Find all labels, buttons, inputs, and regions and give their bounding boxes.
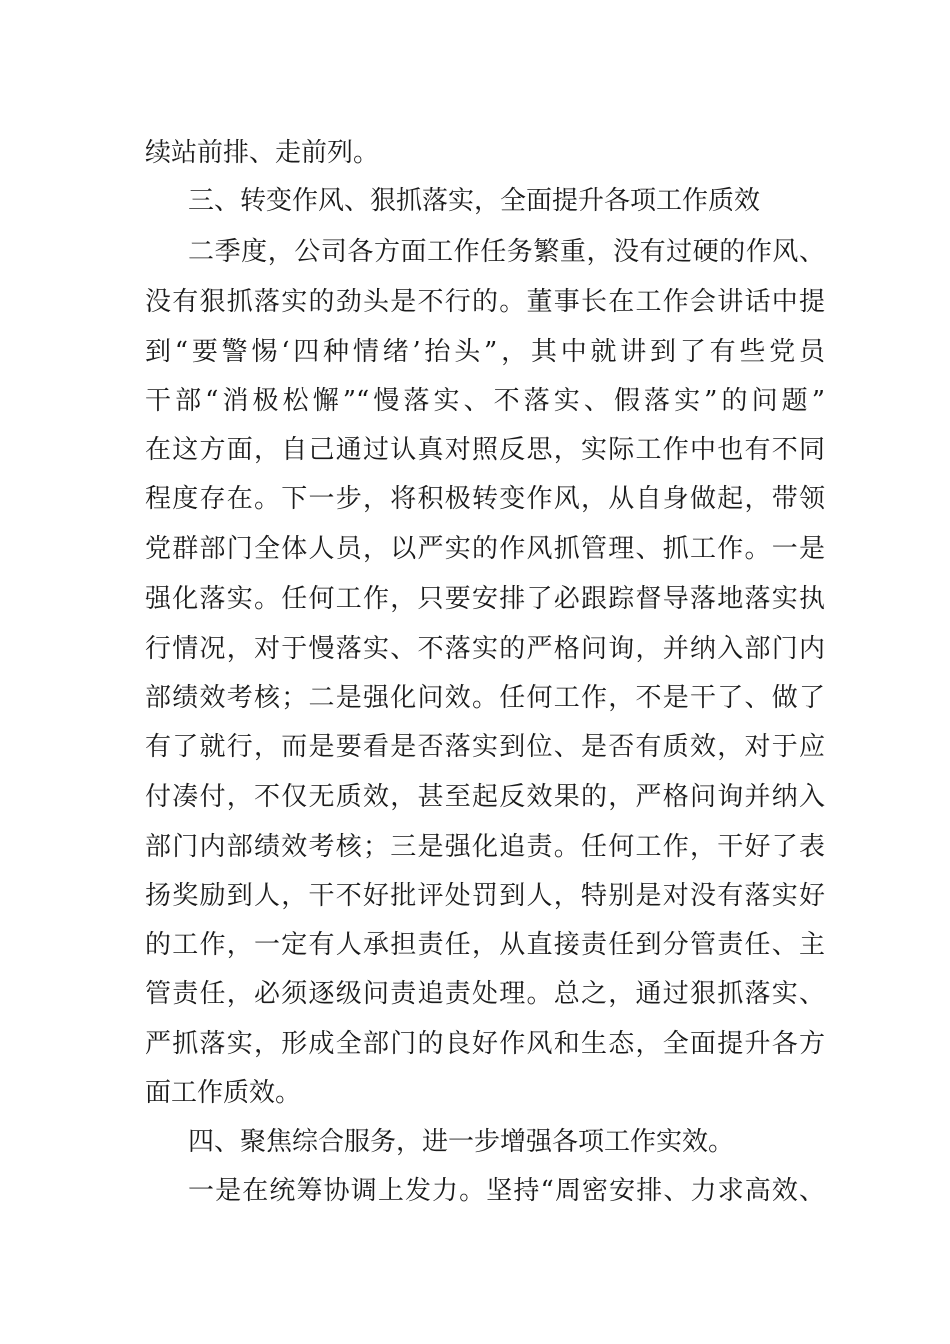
text-line: 有了就行，而是要看是否落实到位、是否有质效，对于应 [145, 732, 825, 762]
text-line: 没有狠抓落实的劲头是不行的。董事长在工作会讲话中提 [145, 287, 825, 317]
text-line: 管责任，必须逐级问责追责处理。总之，通过狠抓落实、 [145, 979, 825, 1009]
text-line: 到“要警惕‘四种情绪’抬头”，其中就讲到了有些党员 [145, 337, 825, 367]
text-line: 二季度，公司各方面工作任务繁重，没有过硬的作风、 [188, 237, 825, 267]
text-line: 面工作质效。 [145, 1078, 302, 1108]
section-heading-4: 四、聚焦综合服务，进一步增强各项工作实效。 [188, 1127, 735, 1157]
text-line: 在这方面，自己通过认真对照反思，实际工作中也有不同 [145, 435, 825, 465]
text-line: 部绩效考核；二是强化问效。任何工作，不是干了、做了 [145, 683, 825, 713]
text-line: 行情况，对于慢落实、不落实的严格问询，并纳入部门内 [145, 634, 825, 664]
text-line: 党群部门全体人员，以严实的作风抓管理、抓工作。一是 [145, 534, 825, 564]
text-line: 扬奖励到人，干不好批评处罚到人，特别是对没有落实好 [145, 881, 825, 911]
text-line: 一是在统筹协调上发力。坚持“周密安排、力求高效、 [188, 1176, 825, 1206]
text-line: 程度存在。下一步，将积极转变作风，从自身做起，带领 [145, 484, 825, 514]
text-line: 干部“消极松懈”“慢落实、不落实、假落实”的问题” [145, 386, 825, 416]
text-line: 强化落实。任何工作，只要安排了必跟踪督导落地落实执 [145, 584, 825, 614]
text-line: 续站前排、走前列。 [145, 138, 380, 168]
text-line: 的工作，一定有人承担责任，从直接责任到分管责任、主 [145, 930, 825, 960]
text-line: 严抓落实，形成全部门的良好作风和生态，全面提升各方 [145, 1029, 825, 1059]
text-line: 付凑付，不仅无质效，甚至起反效果的，严格问询并纳入 [145, 782, 825, 812]
text-line: 部门内部绩效考核；三是强化追责。任何工作，干好了表 [145, 832, 825, 862]
section-heading-3: 三、转变作风、狠抓落实，全面提升各项工作质效 [188, 186, 761, 216]
